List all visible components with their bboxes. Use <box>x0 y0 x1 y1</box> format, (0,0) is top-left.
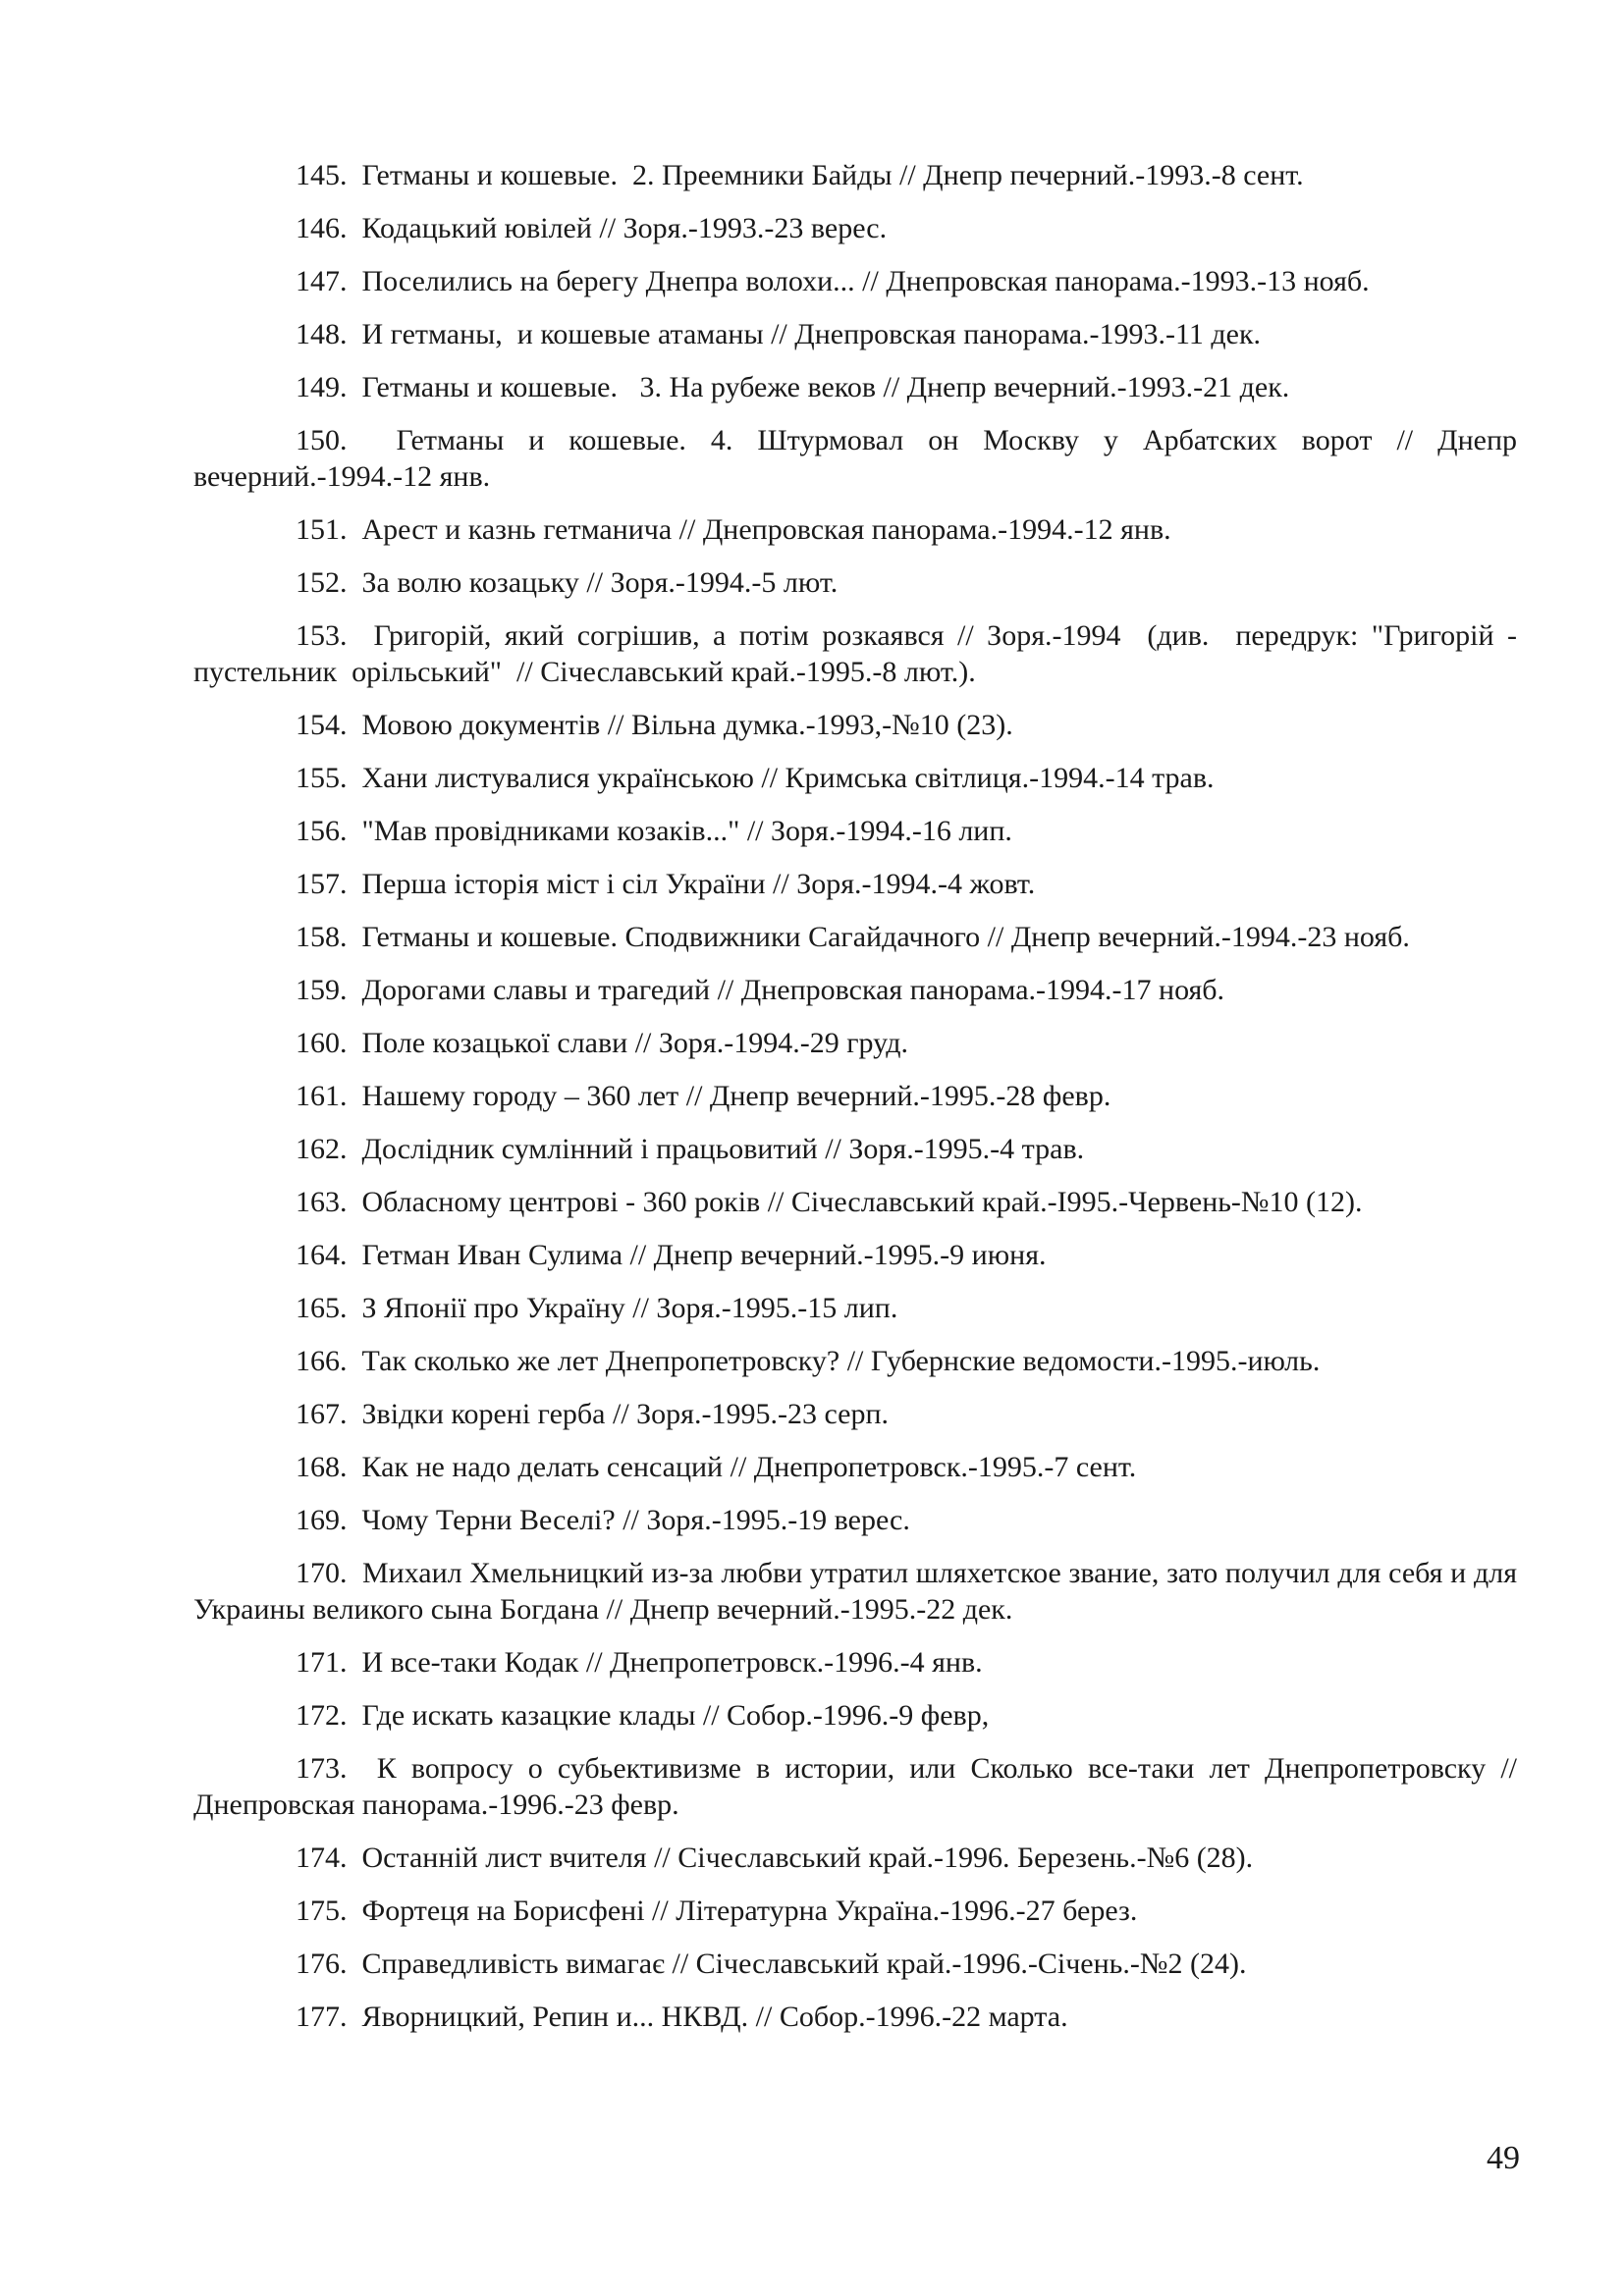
bibliography-entry <box>193 1184 1517 1220</box>
bibliography-entry <box>193 564 1517 601</box>
entry-text: Арест и казнь гетманича // Днепровская панорама.-1994.-12 янв. <box>361 513 1171 546</box>
entry-text: Кодацький ювілей // Зоря.-1993.-23 верес. <box>361 212 888 244</box>
entry-text: Так сколько же лет Днепропетровску? // Губернские ведомости.-1995.-июль. <box>361 1345 1321 1377</box>
bibliography-entry <box>193 316 1517 352</box>
bibliography-entry <box>193 1644 1517 1681</box>
entry-number: 149. <box>296 371 348 403</box>
bibliography-entry <box>193 422 1525 495</box>
entry-number: 155. <box>296 762 348 794</box>
bibliography-entry <box>193 1237 1517 1273</box>
entry-number: 162. <box>296 1133 348 1165</box>
bibliography-entry <box>193 707 1517 743</box>
entry-number: 159. <box>296 974 348 1006</box>
bibliography-entry <box>193 1343 1517 1379</box>
bibliography-entry <box>193 1131 1517 1167</box>
page-number: 49 <box>1487 2140 1520 2176</box>
bibliography-list <box>193 157 1525 2052</box>
entry-text: Гетман Иван Сулима // Днепр вечерний.-1995.-9 июня. <box>361 1239 1047 1271</box>
entry-text: Гетманы и кошевые. 4. Штурмовал он Москву у Арбатских ворот // Днепр вечерний.-1994.-12 янв. <box>193 424 1525 493</box>
entry-number: 148. <box>296 318 348 350</box>
entry-text: З Японії про Україну // Зоря.-1995.-15 лип. <box>361 1292 898 1324</box>
entry-number: 169. <box>296 1504 348 1536</box>
bibliography-entry <box>193 760 1517 796</box>
entry-number: 160. <box>296 1027 348 1059</box>
entry-number: 164. <box>296 1239 348 1271</box>
entry-number: 173. <box>296 1752 348 1785</box>
entry-text: Хани листувалися українською // Кримська світлиця.-1994.-14 трав. <box>361 762 1215 794</box>
entry-number: 177. <box>296 2001 348 2033</box>
entry-text: За волю козацьку // Зоря.-1994.-5 лют. <box>361 566 839 599</box>
bibliography-entry <box>193 1396 1517 1432</box>
entry-text: И все-таки Кодак // Днепропетровск.-1996.-4 янв. <box>361 1646 983 1679</box>
entry-number: 167. <box>296 1398 348 1430</box>
entry-text: Звідки корені герба // Зоря.-1995.-23 серп. <box>361 1398 890 1430</box>
entry-number: 150. <box>296 424 348 456</box>
bibliography-entry <box>193 1449 1517 1485</box>
bibliography-entry <box>193 617 1525 690</box>
entry-text: Поселились на берегу Днепра волохи... // Днепровская панорама.-1993.-13 нояб. <box>361 265 1370 297</box>
entry-number: 172. <box>296 1699 348 1732</box>
entry-text: Гетманы и кошевые. 3. На рубеже веков // Днепр вечерний.-1993.-21 дек. <box>361 371 1290 403</box>
bibliography-entry <box>193 866 1517 902</box>
entry-number: 170. <box>296 1557 348 1589</box>
entry-text: Нашему городу – 360 лет // Днепр вечерний.-1995.-28 февр. <box>361 1080 1111 1112</box>
entry-number: 154. <box>296 709 348 741</box>
entry-text: Останній лист вчителя // Січеславський край.-1996. Березень.-№6 (28). <box>361 1842 1254 1874</box>
entry-number: 168. <box>296 1451 348 1483</box>
bibliography-entry <box>193 972 1517 1008</box>
bibliography-entry <box>193 1025 1517 1061</box>
bibliography-entry <box>193 1840 1517 1876</box>
entry-text: К вопросу о субьективизме в истории, или Сколько все-таки лет Днепропетровску // Днепровская панорама.-1996.-23 февр. <box>193 1752 1525 1821</box>
entry-text: "Мав провідниками козаків..." // Зоря.-1994.-16 лип. <box>361 815 1012 847</box>
entry-text: Гетманы и кошевые. 2. Преемники Байды // Днепр печерний.-1993.-8 сент. <box>361 159 1304 191</box>
entry-text: Фортеця на Борисфені // Літературна Україна.-1996.-27 берез. <box>361 1895 1138 1927</box>
bibliography-entry <box>193 369 1517 405</box>
bibliography-entry <box>193 1290 1517 1326</box>
entry-number: 152. <box>296 566 348 599</box>
entry-number: 166. <box>296 1345 348 1377</box>
entry-text: Поле козацької слави // Зоря.-1994.-29 груд. <box>361 1027 908 1059</box>
entry-number: 161. <box>296 1080 348 1112</box>
entry-text: Мовою документів // Вільна думка.-1993,-№10 (23). <box>361 709 1013 741</box>
entry-text: Как не надо делать сенсаций // Днепропетровск.-1995.-7 сент. <box>361 1451 1137 1483</box>
entry-number: 157. <box>296 868 348 900</box>
entry-number: 174. <box>296 1842 348 1874</box>
entry-number: 153. <box>296 619 348 652</box>
bibliography-entry <box>193 1893 1517 1929</box>
bibliography-entry <box>193 511 1517 548</box>
entry-text: Григорій, який согрішив, а потім розкаявся // Зоря.-1994 (див. передрук: "Григорій - пустельник орільський" // Січеславський край.-1995.-8 лют.). <box>193 619 1525 688</box>
entry-number: 145. <box>296 159 348 191</box>
entry-number: 151. <box>296 513 348 546</box>
entry-text: Где искать казацкие клады // Собор.-1996.-9 февр, <box>361 1699 990 1732</box>
bibliography-entry <box>193 1697 1517 1734</box>
bibliography-entry <box>193 263 1517 299</box>
entry-text: Перша історія міст і сіл України // Зоря.-1994.-4 жовт. <box>361 868 1036 900</box>
entry-text: Гетманы и кошевые. Сподвижники Сагайдачного // Днепр вечерний.-1994.-23 нояб. <box>361 921 1410 953</box>
bibliography-entry <box>193 813 1517 849</box>
entry-number: 171. <box>296 1646 348 1679</box>
bibliography-entry <box>193 1946 1517 1982</box>
entry-number: 165. <box>296 1292 348 1324</box>
entry-number: 163. <box>296 1186 348 1218</box>
entry-number: 175. <box>296 1895 348 1927</box>
entry-text: И гетманы, и кошевые атаманы // Днепровская панорама.-1993.-11 дек. <box>361 318 1262 350</box>
entry-text: Справедливість вимагає // Січеславський край.-1996.-Січень.-№2 (24). <box>361 1948 1247 1980</box>
entry-number: 176. <box>296 1948 348 1980</box>
entry-number: 147. <box>296 265 348 297</box>
entry-text: Яворницкий, Репин и... НКВД. // Собор.-1996.-22 марта. <box>361 2001 1068 2033</box>
bibliography-entry <box>193 1555 1525 1628</box>
bibliography-entry <box>193 210 1517 246</box>
entry-text: Дорогами славы и трагедий // Днепровская панорама.-1994.-17 нояб. <box>361 974 1225 1006</box>
bibliography-entry <box>193 1750 1525 1823</box>
bibliography-entry <box>193 157 1517 193</box>
entry-number: 146. <box>296 212 348 244</box>
entry-text: Обласному центрові - 360 років // Січеславський край.-І995.-Червень-№10 (12). <box>361 1186 1363 1218</box>
bibliography-entry <box>193 1999 1517 2035</box>
bibliography-entry <box>193 919 1517 955</box>
entry-number: 158. <box>296 921 348 953</box>
entry-text: Михаил Хмельницкий из-за любви утратил шляхетское звание, зато получил для себя и для Украины великого сына Богдана // Днепр вечерний.-1995.-22 дек. <box>193 1557 1525 1626</box>
entry-text: Дослідник сумлінний і працьовитий // Зоря.-1995.-4 трав. <box>361 1133 1085 1165</box>
bibliography-entry <box>193 1078 1517 1114</box>
entry-text: Чому Терни Веселі? // Зоря.-1995.-19 верес. <box>361 1504 910 1536</box>
entry-number: 156. <box>296 815 348 847</box>
bibliography-entry <box>193 1502 1517 1538</box>
